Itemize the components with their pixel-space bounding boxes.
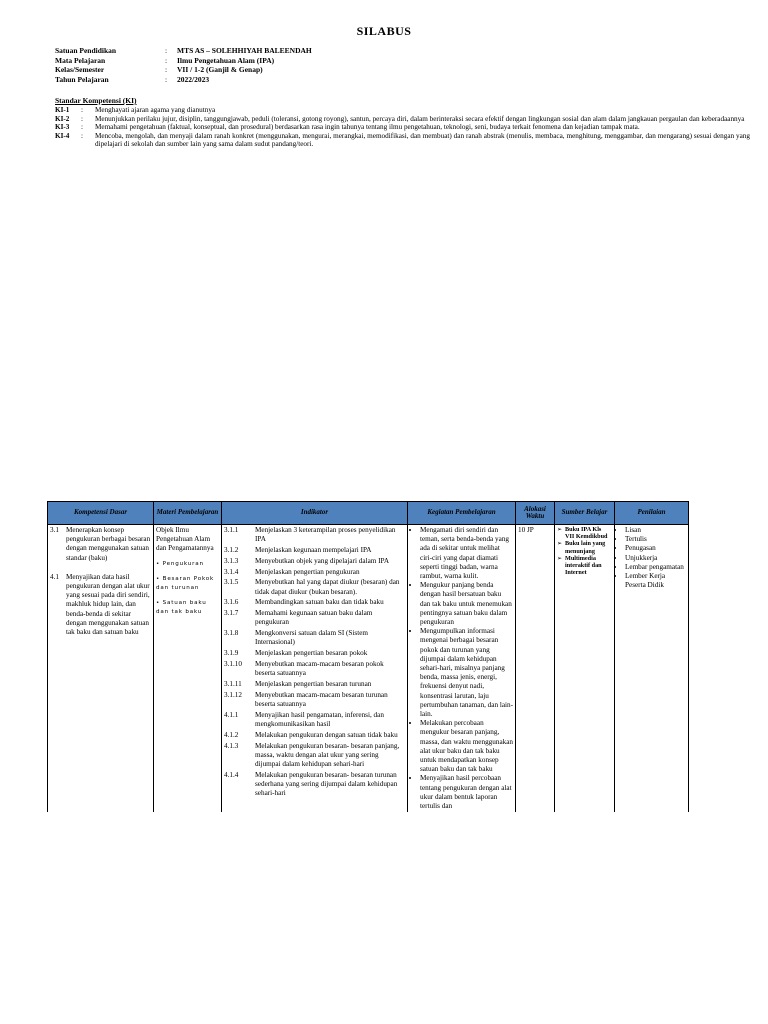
penilaian-item: • Lisan — [625, 526, 686, 535]
ki-text: Mencoba, mengolah, dan menyaji dalam ranah konkret (menggunakan, mengurai, merangkai, memodifikasi, dan membuat) dan ranah abstrak (menulis, membaca, menghitung, menggambar, dan mengarang) sesuai dengan yang dipelajari di sekolah dan sumber lain yang sama dalam sudut pandang/teori. — [95, 131, 750, 149]
meta-label: Satuan Pendidikan — [55, 46, 117, 55]
materi-sub-item: • Besaran Pokok dan turunan — [156, 575, 215, 591]
header-materi: Materi Pembelajaran — [154, 502, 222, 525]
document-meta — [55, 46, 312, 84]
indikator-item — [224, 731, 405, 740]
ki-code: KI-4 — [55, 131, 70, 140]
ki-text: Menunjukkan perilaku jujur, disiplin, tanggungjawab, peduli (toleransi, gotong royong), santun, percaya diri, dalam berinteraksi secara efektif dengan lingkungan sosial dan alam dalam jangkauan pergaulan dan keberadaannya — [95, 114, 745, 123]
ki-text: Memahami pengetahuan (faktual, konseptual, dan prosedural) berdasarkan rasa ingin tahunya tentang ilmu pengetahuan, teknologi, seni, budaya terkait fenomena dan kejadian tampak mata. — [95, 123, 640, 132]
meta-label: Kelas/Semester — [55, 65, 105, 74]
indikator-text: Memahami kegunaan satuan baku dalam pengukuran — [255, 609, 373, 627]
indikator-number: 3.1.8 — [224, 629, 239, 638]
meta-value: MTS AS – SOLEHHIYAH BALEENDAH — [177, 46, 312, 55]
indikator-item — [224, 649, 405, 658]
meta-row-mapel: Mata Pelajaran : Ilmu Pengetahuan Alam (IPA) — [55, 55, 275, 65]
kd-item — [50, 526, 151, 563]
header-sumber: Sumber Belajar — [555, 502, 615, 525]
sumber-item: ➢ Buku lain yang menunjang — [565, 540, 612, 554]
header-penilaian: Penilaian — [615, 502, 689, 525]
indikator-item — [224, 546, 405, 555]
indikator-item — [224, 609, 405, 627]
kegiatan-item: • Mengamati diri sendiri dan teman, serta benda-benda yang ada di sekitar untuk melihat ciri-ciri yang dapat diamati seperti tinggi badan, warna rambut, warna kulit. — [420, 526, 513, 581]
indikator-text: Melakukan pengukuran besaran- besaran panjang, massa, waktu dengan alat ukur yang sering dijumpai dalam kehidupan sehari-hari — [255, 741, 400, 768]
indikator-item — [224, 660, 405, 678]
table-header-row — [48, 502, 689, 525]
indikator-number: 3.1.5 — [224, 578, 239, 587]
indikator-text: Menjelaskan kegunaan mempelajari IPA — [255, 546, 372, 554]
indikator-number: 3.1.11 — [224, 679, 242, 688]
kd-text: Menyajikan data hasil pengukuran dengan alat ukur yang sesuai pada diri sendiri, makhluk hidup lain, dan benda-benda di sekitar dengan menggunakan satuan tak baku dan satuan baku — [66, 572, 150, 637]
indikator-number: 3.1.6 — [224, 598, 239, 607]
header-kegiatan: Kegiatan Pembelajaran — [408, 502, 516, 525]
materi-sub-item: • Pengukuran — [156, 560, 204, 567]
header-kompetensi-dasar: Kompetensi Dasar — [48, 502, 154, 525]
indikator-item — [224, 629, 405, 647]
indikator-number: 4.1.1 — [224, 710, 239, 719]
indikator-item — [224, 568, 405, 577]
indikator-text: Melakukan pengukuran dengan satuan tidak baku — [255, 730, 398, 739]
kegiatan-item: • Mengumpulkan informasi mengenai berbagai besaran pokok dan turunan yang dijumpai dalam kehidupan sehari-hari, misalnya panjang benda, massa jenis, energi, frekuensi denyut nadi, konsentrasi larutan, laju pertumbuhan tanaman, dan lain-lain. — [420, 627, 513, 719]
indikator-number: 3.1.3 — [224, 556, 239, 565]
indikator-number: 3.1.1 — [224, 526, 239, 534]
ki-item: KI-3 : Memahami pengetahuan (faktual, konseptual, dan prosedural) berdasarkan rasa ingin tahunya tentang ilmu pengetahuan, teknologi, seni, budaya terkait fenomena dan kejadian tampak mata. — [55, 123, 750, 132]
header-alokasi: Alokasi Waktu — [516, 502, 555, 525]
penilaian-item: • Tertulis — [625, 535, 686, 544]
indikator-text: Membandingkan satuan baku dan tidak baku — [255, 598, 384, 607]
meta-value: VII / 1-2 (Ganjil & Genap) — [177, 65, 263, 74]
meta-row-tahun: Tahun Pelajaran : 2022/2023 — [55, 74, 210, 84]
penilaian-item: • Unjukkerja — [625, 554, 686, 563]
indikator-number: 3.1.7 — [224, 609, 239, 618]
meta-label: Tahun Pelajaran — [55, 74, 109, 84]
materi-cell — [154, 525, 222, 813]
penilaian-cell — [615, 525, 689, 813]
indikator-item — [224, 742, 405, 770]
syllabus-table — [47, 501, 689, 812]
indikator-item — [224, 598, 405, 607]
meta-value: Ilmu Pengetahuan Alam (IPA) — [177, 55, 275, 65]
indikator-text: Menjelaskan pengertian besaran pokok — [255, 649, 368, 658]
indikator-text: Menyajikan hasil pengamatan, inferensi, dan mengkomunikasikan hasil — [255, 710, 384, 728]
sumber-item: ➢ Multimedia interaktif dan Internet — [565, 555, 612, 577]
header-indikator: Indikator — [222, 502, 408, 525]
indikator-item — [224, 691, 405, 709]
indikator-item — [224, 680, 405, 689]
penilaian-list — [617, 526, 686, 590]
indikator-cell — [222, 525, 408, 813]
ki-item: KI-2 : Menunjukkan perilaku jujur, disiplin, tanggungjawab, peduli (toleransi, gotong royong), santun, percaya diri, dalam berinteraksi secara efektif dengan lingkungan sosial dan alam dalam jangkauan pergaulan dan keberadaannya — [55, 115, 750, 124]
ki-code: KI-2 — [55, 114, 70, 123]
indikator-number: 4.1.3 — [224, 741, 239, 750]
ki-item: KI-4 : Mencoba, mengolah, dan menyaji dalam ranah konkret (menggunakan, mengurai, merangkai, memodifikasi, dan membuat) dan ranah abstrak (menulis, membaca, menghitung, menggambar, dan mengarang) sesuai dengan yang dipelajari di sekolah dan sumber lain yang sama dalam sudut pandang/teori. — [55, 131, 750, 149]
ki-text: Menghayati ajaran agama yang dianutnya — [95, 106, 216, 114]
meta-value: 2022/2023 — [177, 74, 210, 84]
indikator-number: 4.1.4 — [224, 770, 239, 779]
indikator-text: Mengkonversi satuan dalam SI (Sistem Internasional) — [255, 629, 368, 647]
meta-row-satuan: Satuan Pendidikan : MTS AS – SOLEHHIYAH BALEENDAH — [55, 46, 312, 55]
indikator-number: 3.1.4 — [224, 567, 239, 576]
page-title: SILABUS — [356, 24, 412, 38]
sumber-cell — [555, 525, 615, 813]
indikator-number: 3.1.12 — [224, 690, 242, 699]
indikator-text: Menyebutkan macam-macam besaran pokok beserta satuannya — [255, 659, 384, 678]
ki-item: KI-1 : Menghayati ajaran agama yang dianutnya — [55, 106, 750, 115]
indikator-number: 3.1.9 — [224, 649, 239, 658]
kegiatan-item: • Melakukan percobaan mengukur besaran panjang, massa, dan waktu menggunakan alat ukur baku dan tak baku untuk mendapatkan konsep satuan baku dan tak baku — [420, 719, 513, 774]
sumber-list — [557, 526, 612, 576]
indikator-number: 3.1.10 — [224, 659, 242, 668]
penilaian-item: • Lembar pengamatan — [625, 563, 686, 572]
kegiatan-item: • Mengukur panjang benda dengan hasil bersatuan baku dan tak baku untuk menemukan pentingnya satuan baku dalam pengukuran — [420, 581, 513, 627]
meta-row-kelas: Kelas/Semester : VII / 1-2 (Ganjil & Genap) — [55, 65, 263, 74]
materi-sub-item: • Satuan baku dan tak baku — [156, 599, 207, 615]
indikator-number: 3.1.2 — [224, 546, 239, 554]
kd-number: 4.1 — [50, 572, 59, 581]
kd-cell — [48, 525, 154, 813]
indikator-item — [224, 557, 405, 566]
kegiatan-cell — [408, 525, 516, 813]
indikator-item — [224, 711, 405, 729]
indikator-text: Menjelaskan pengertian pengukuran — [255, 567, 360, 576]
ki-list — [55, 106, 750, 149]
indikator-text: Menjelaskan 3 keterampilan proses penyelidikan IPA — [255, 526, 396, 544]
kegiatan-item: • Menyajikan hasil percobaan tentang pengukuran dengan alat ukur dalam bentuk laporan tertulis dan — [420, 774, 513, 811]
penilaian-item: • Lember Kerja Peserta Didik — [625, 572, 686, 590]
table-row — [48, 525, 689, 813]
materi-main: Objek Ilmu Pengetahuan Alam dan Pengamatannya — [156, 526, 214, 553]
indikator-text: Menyebutkan objek yang dipelajari dalam IPA — [255, 556, 390, 565]
sumber-item: ➢ Buku IPA Kls VII Kemdikbud — [565, 526, 612, 540]
penilaian-item: • Penugasan — [625, 544, 686, 553]
ki-heading: Standar Kompetensi (KI) — [55, 96, 137, 105]
indikator-text: Menyebutkan hal yang dapat diukur (besaran) dan tidak dapat diukur (bukan besaran). — [255, 578, 400, 596]
kd-item — [50, 573, 151, 637]
indikator-item — [224, 771, 405, 799]
kd-number: 3.1 — [50, 526, 59, 534]
kd-text: Menerapkan konsep pengukuran berbagai besaran dengan menggunakan satuan standar (baku) — [66, 526, 151, 562]
indikator-text: Menyebutkan macam-macam besaran turunan beserta satuannya — [255, 690, 388, 708]
indikator-text: Melakukan pengukuran besaran- besaran turunan sederhana yang sering dijumpai dalam kehidupan sehari-hari — [255, 770, 398, 798]
indikator-item — [224, 526, 405, 544]
indikator-text: Menjelaskan pengertian besaran turunan — [255, 679, 372, 688]
alokasi-cell: 10 JP — [516, 525, 555, 813]
indikator-item — [224, 578, 405, 596]
ki-code: KI-3 — [55, 123, 70, 132]
meta-label: Mata Pelajaran — [55, 55, 106, 65]
kegiatan-list — [410, 526, 513, 811]
ki-code: KI-1 — [55, 106, 70, 114]
indikator-number: 4.1.2 — [224, 730, 239, 739]
